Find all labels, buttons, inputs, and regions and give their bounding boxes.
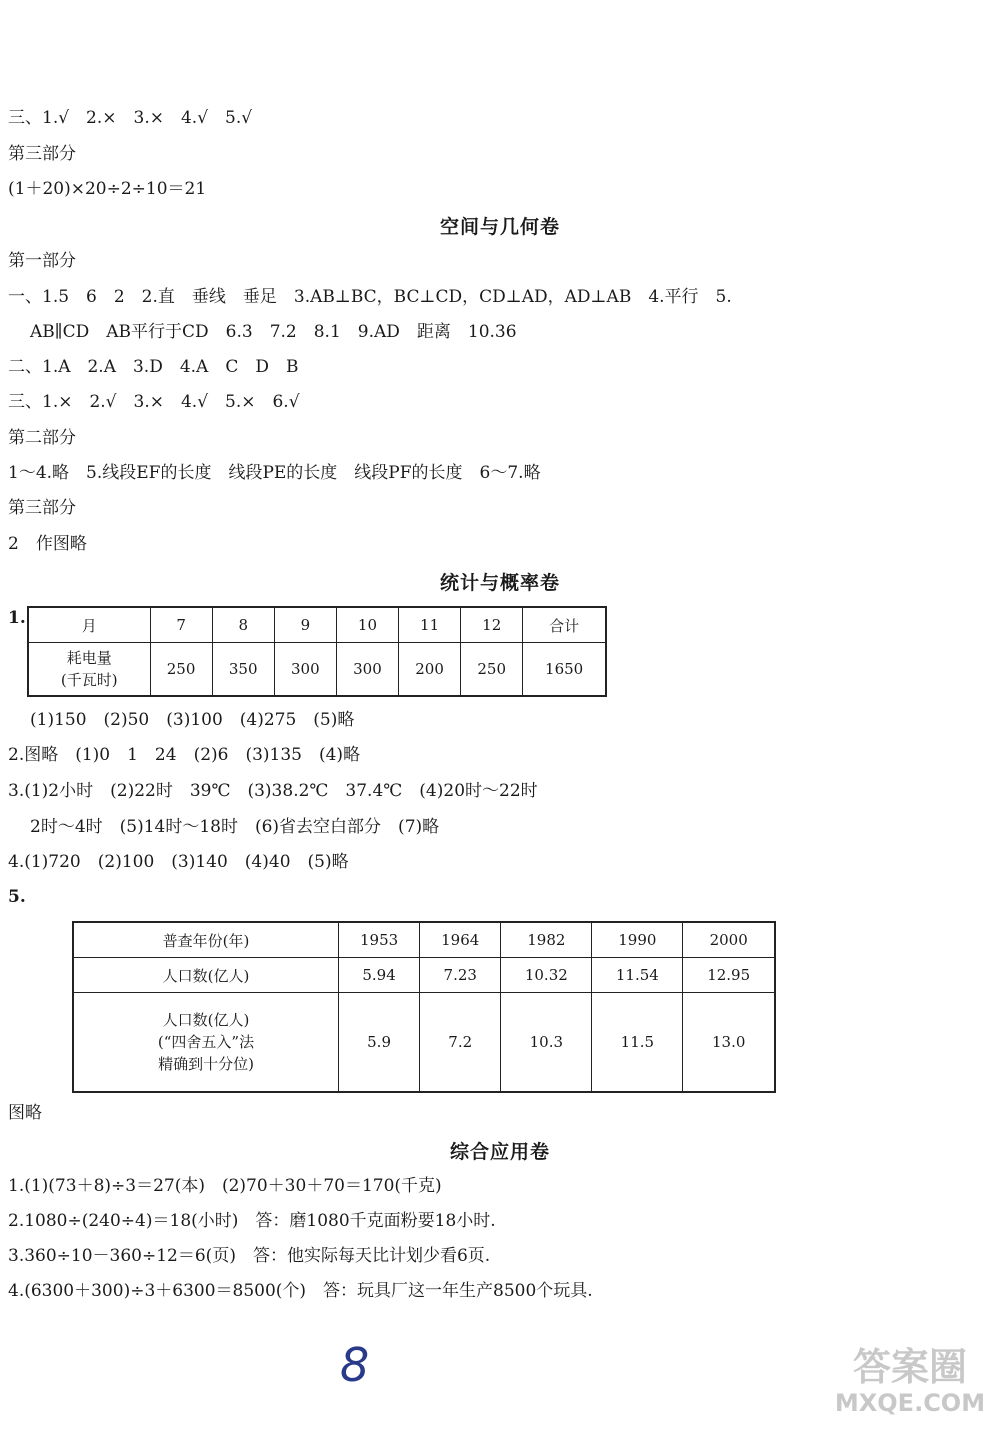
heading-statistics: 统计与概率卷 bbox=[439, 572, 560, 594]
table-cell: 7.23 bbox=[420, 958, 501, 993]
answer-line: 1.(1)(73＋8)÷3＝27(本) (2)70＋30＋70＝170(千克) bbox=[8, 1176, 442, 1196]
answer-line: 3.(1)2小时 (2)22时 39℃ (3)38.2℃ 37.4℃ (4)20时～22时 bbox=[8, 781, 538, 801]
watermark-url: MXQE.COM bbox=[834, 1389, 986, 1417]
answer-line: 1～4.略 5.线段EF的长度 线段PE的长度 线段PF的长度 6～7.略 bbox=[8, 463, 541, 483]
table-cell: 月 bbox=[28, 607, 150, 643]
table-cell: 250 bbox=[150, 643, 212, 697]
row-label-line: 耗电量 bbox=[66, 649, 112, 667]
table-cell: 5.94 bbox=[339, 958, 420, 993]
answer-line: AB∥CD AB平行于CD 6.3 7.2 8.1 9.AD 距离 10.36 bbox=[30, 322, 517, 342]
question-number: 5. bbox=[8, 887, 26, 907]
table-cell: 250 bbox=[461, 643, 523, 697]
heading-geometry: 空间与几何卷 bbox=[439, 216, 560, 238]
answer-line: 4.(1)720 (2)100 (3)140 (4)40 (5)略 bbox=[8, 852, 349, 872]
row-label-line: 精确到十分位) bbox=[158, 1055, 254, 1073]
table-cell: 350 bbox=[212, 643, 274, 697]
census-table bbox=[72, 921, 776, 1093]
row-label-unit: (千瓦时) bbox=[60, 671, 118, 689]
row-label bbox=[28, 643, 150, 697]
answer-line: 二、1.A 2.A 3.D 4.A C D B bbox=[8, 357, 299, 377]
table-cell: 200 bbox=[399, 643, 461, 697]
electricity-table bbox=[27, 606, 607, 697]
answer-line: 图略 bbox=[8, 1103, 42, 1123]
page-number: 8 bbox=[340, 1338, 370, 1392]
table-cell: 12.95 bbox=[683, 958, 775, 993]
table-cell: 1990 bbox=[592, 922, 683, 958]
table-cell: 10.32 bbox=[501, 958, 592, 993]
table-cell: 2000 bbox=[683, 922, 775, 958]
table-cell: 10.3 bbox=[501, 993, 592, 1093]
table-cell: 10 bbox=[336, 607, 398, 643]
row-label bbox=[73, 993, 339, 1093]
table-cell: 1953 bbox=[339, 922, 420, 958]
table-cell: 7.2 bbox=[420, 993, 501, 1093]
table-cell: 9 bbox=[274, 607, 336, 643]
answer-line: (1)150 (2)50 (3)100 (4)275 (5)略 bbox=[30, 710, 355, 730]
heading-applied: 综合应用卷 bbox=[449, 1141, 550, 1163]
row-label-line: (“四舍五入”法 bbox=[157, 1033, 255, 1051]
answer-line: 2 作图略 bbox=[8, 534, 87, 554]
table-cell: 13.0 bbox=[683, 993, 775, 1093]
row-label: 人口数(亿人) bbox=[73, 958, 339, 993]
section-label: 第二部分 bbox=[8, 428, 76, 448]
row-label-line: 人口数(亿人) bbox=[162, 1011, 250, 1029]
section-label: 第三部分 bbox=[8, 144, 76, 164]
table-cell: 11.5 bbox=[592, 993, 683, 1093]
table-cell: 11.54 bbox=[592, 958, 683, 993]
table-cell: 5.9 bbox=[339, 993, 420, 1093]
table-cell: 8 bbox=[212, 607, 274, 643]
table-cell: 1964 bbox=[420, 922, 501, 958]
table-cell: 1982 bbox=[501, 922, 592, 958]
answer-line: (1＋20)×20÷2÷10＝21 bbox=[8, 179, 207, 199]
question-number: 1. bbox=[8, 608, 26, 628]
section-label: 第三部分 bbox=[8, 498, 76, 518]
table-cell: 12 bbox=[461, 607, 523, 643]
table-cell: 7 bbox=[150, 607, 212, 643]
table-cell: 1650 bbox=[523, 643, 606, 697]
answer-line: 3.360÷10－360÷12＝6(页) 答：他实际每天比计划少看6页. bbox=[8, 1246, 491, 1266]
watermark-logo bbox=[820, 1345, 1000, 1425]
answer-line: 一、1.5 6 2 2.直 垂线 垂足 3.AB⊥BC，BC⊥CD，CD⊥AD，AD⊥AB 4.平行 5. bbox=[8, 287, 732, 307]
table-cell: 合计 bbox=[523, 607, 606, 643]
answer-line: 2.图略 (1)0 1 24 (2)6 (3)135 (4)略 bbox=[8, 745, 361, 765]
table-cell: 300 bbox=[336, 643, 398, 697]
answer-line: 2.1080÷(240÷4)＝18(小时) 答：磨1080千克面粉要18小时. bbox=[8, 1211, 496, 1231]
answer-line: 三、1.× 2.√ 3.× 4.√ 5.× 6.√ bbox=[8, 392, 300, 412]
table-cell: 300 bbox=[274, 643, 336, 697]
answer-line: 4.(6300＋300)÷3＋6300＝8500(个) 答：玩具厂这一年生产8500个玩具. bbox=[8, 1281, 593, 1301]
table-cell: 普查年份(年) bbox=[73, 922, 339, 958]
table-cell: 11 bbox=[399, 607, 461, 643]
section-label: 第一部分 bbox=[8, 251, 76, 271]
answer-line: 2时～4时 (5)14时～18时 (6)省去空白部分 (7)略 bbox=[30, 817, 440, 837]
watermark-text: 答案圈 bbox=[852, 1345, 967, 1389]
answer-line: 三、1.√ 2.× 3.× 4.√ 5.√ bbox=[8, 108, 253, 128]
